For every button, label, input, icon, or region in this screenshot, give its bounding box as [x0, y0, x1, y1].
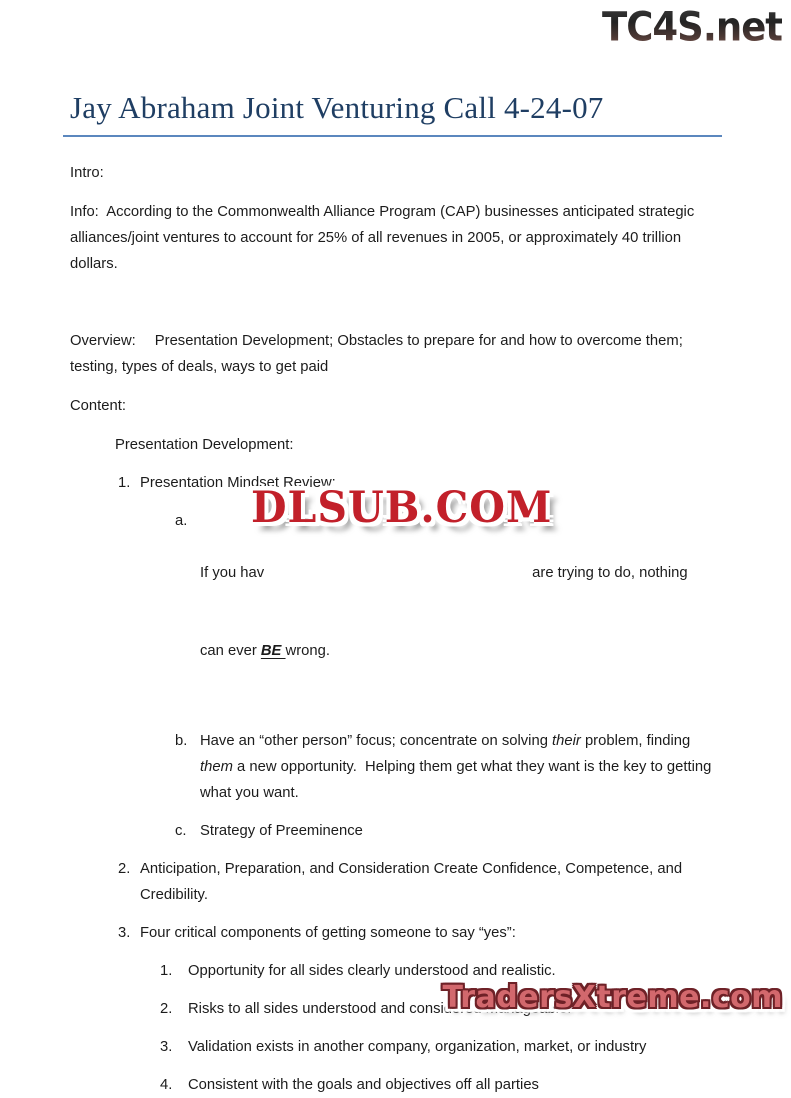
page-title: Jay Abraham Joint Venturing Call 4-24-07 [63, 90, 722, 137]
sub-item-3 [160, 1034, 723, 1060]
intro-label: Intro: [70, 165, 104, 181]
list-marker: 1. [160, 963, 173, 979]
list-item-1c [175, 818, 723, 844]
list-item-1a [175, 508, 723, 716]
list-item-text: Four critical components of getting someone to say “yes”: [140, 925, 516, 941]
tc4s-watermark: TC4S.net [602, 4, 782, 51]
section-heading: Presentation Development: [115, 437, 294, 453]
list-marker: c. [175, 823, 187, 839]
list-item-text: Presentation Mindset Review: [140, 475, 336, 491]
item-a-suffix: are trying to do, nothing [532, 565, 688, 581]
list-marker: 3. [118, 925, 131, 941]
overview-text: Presentation Development; Obstacles to prepare for and how to overcome them; testing, types of deals, ways to get paid [70, 333, 687, 375]
list-item-text: Strategy of Preeminence [200, 823, 363, 839]
item-b-them: them [200, 759, 233, 775]
list-item-text: Validation exists in another company, organization, market, or industry [188, 1039, 647, 1055]
overview-paragraph [70, 328, 723, 380]
list-item-text: Risks to all sides understood and considered manageable. [188, 1001, 572, 1017]
list-item-text: Opportunity for all sides clearly understood and realistic. [188, 963, 556, 979]
list-item-3 [118, 920, 723, 946]
tradersxtreme-watermark: TradersXtreme.com [442, 980, 783, 1015]
dlsub-watermark: DLSUB.COM [251, 481, 553, 533]
item-a-prefix: If you hav [200, 565, 265, 581]
item-b-seg1: Have an “other person” focus; concentrate on solving [200, 733, 553, 749]
item-a-line2-end: wrong. [285, 643, 330, 659]
item-b-seg3: problem, finding [580, 733, 695, 749]
item-b-their: their [552, 733, 581, 749]
list-marker: a. [175, 513, 188, 529]
list-item-text [200, 728, 722, 806]
list-marker: 1. [118, 475, 131, 491]
list-item-text [200, 508, 688, 716]
item-a-line2-start: can ever [200, 643, 261, 659]
list-marker: 2. [118, 861, 131, 877]
sub-item-4 [160, 1072, 723, 1098]
list-marker: 3. [160, 1039, 173, 1055]
list-item-text: Consistent with the goals and objectives off all parties [188, 1077, 539, 1093]
list-item-text: Anticipation, Preparation, and Consideration Create Confidence, Competence, and Credibility. [140, 861, 687, 903]
info-paragraph: Info: According to the Commonwealth Alliance Program (CAP) businesses anticipated strategic alliances/joint ventures to account for 25% of all revenues in 2005, or approximately 40 trillion dollars. [70, 204, 699, 272]
list-item-2 [118, 856, 723, 908]
list-marker: 4. [160, 1077, 173, 1093]
list-item-1b [175, 728, 723, 806]
list-marker: 2. [160, 1001, 173, 1017]
item-a-emphasis: BE [260, 643, 286, 659]
item-b-seg5: a new opportunity. Helping them get what they want is the key to getting what you want. [200, 759, 716, 801]
overview-label: Overview: [70, 333, 136, 349]
item-a-line1 [200, 560, 688, 586]
list-marker: b. [175, 733, 188, 749]
item-a-line2 [200, 638, 688, 664]
content-label: Content: [70, 398, 126, 414]
